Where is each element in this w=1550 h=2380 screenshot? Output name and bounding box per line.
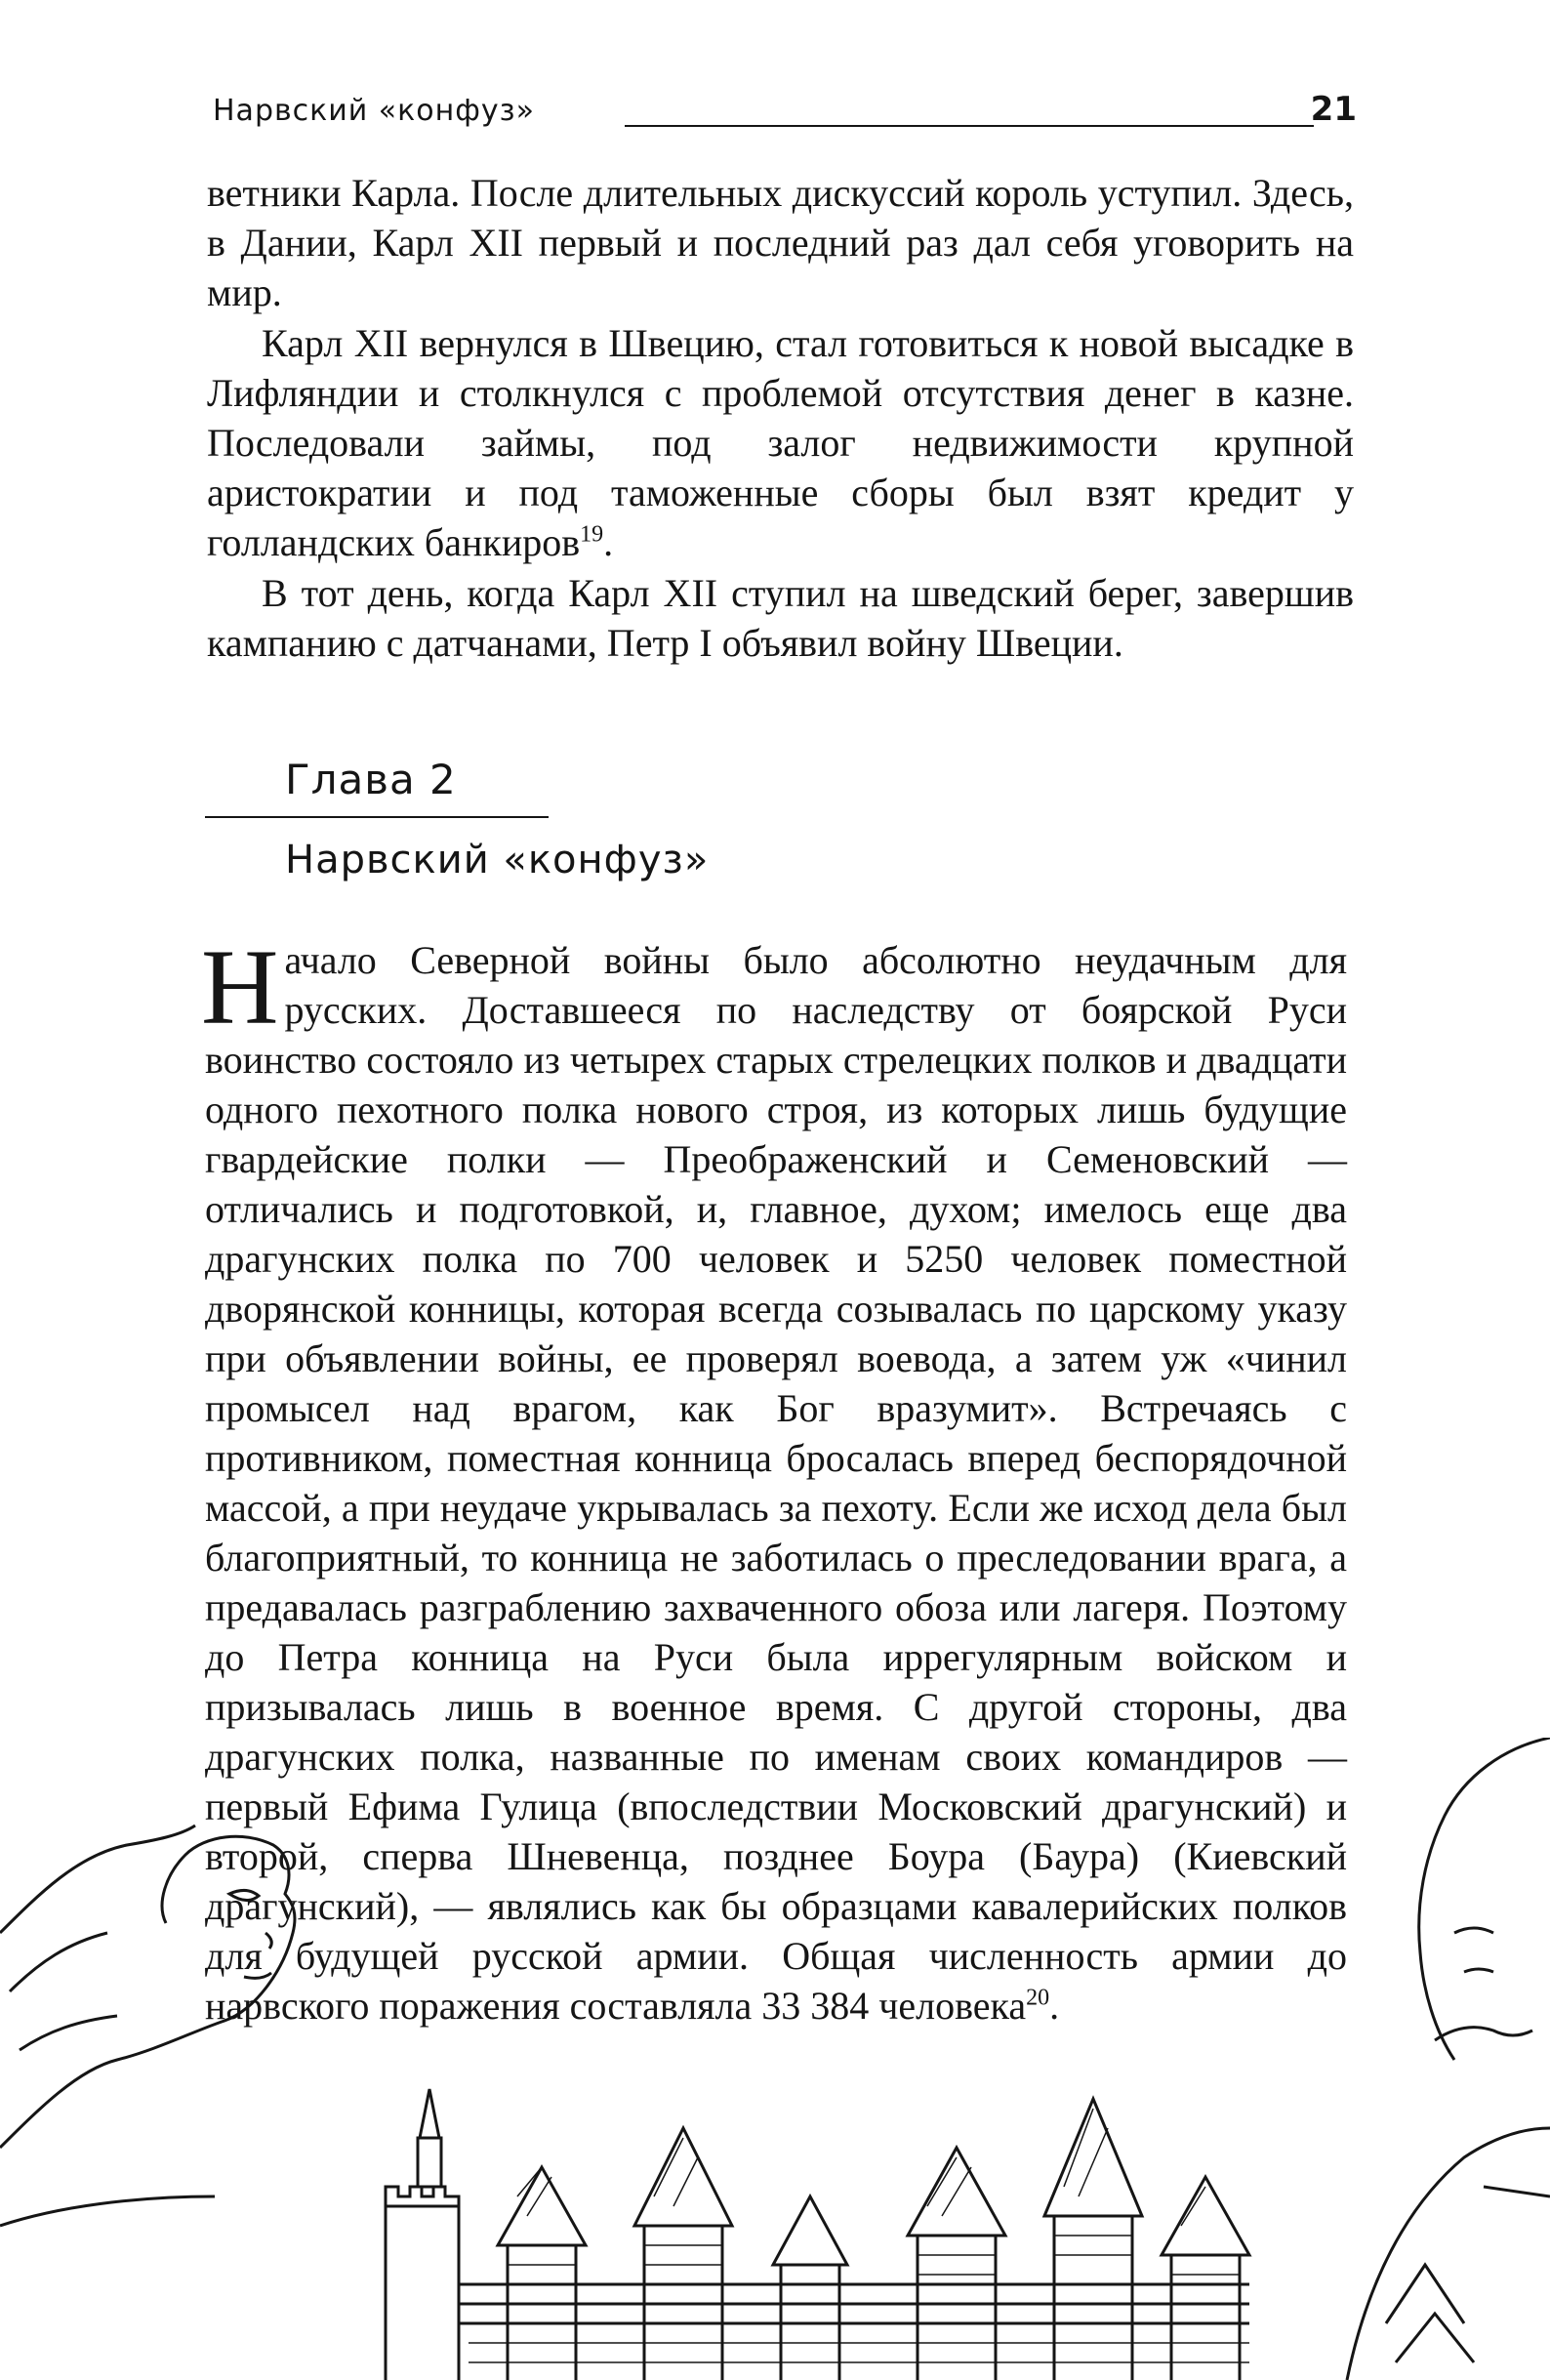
paragraph-1-text: ветники Карла. После длительных дискуссий король уступил. Здесь, в Дании, Карл XII первый и последний раз дал себя уговорить на мир. (207, 171, 1354, 314)
header-rule (625, 125, 1314, 127)
paragraph-2 (207, 318, 1354, 567)
chapter-rule (205, 816, 549, 818)
engraving-fortress-and-figures-icon (0, 1738, 1550, 2380)
chapter-body-text: ачало Северной войны было абсолютно неудачным для русских. Доставшееся по наследству от боярской Руси воинство состояло из четырех старых стрелецких полков и двадцати одного пехотного полка нового строя, из которых лишь будущие гвардейские полки — Преображенский и Семеновский — отличались и подготовкой, и, главное, духом; имелось еще два драгунских полка по 700 человек и 5250 человек поместной дворянской конницы, которая всегда созывалась по царскому указу при объявлении войны, ее проверял воевода, а затем уж «чинил промысел над врагом, как Бог вразумит». Встречаясь с противником, поместная конница бросалась вперед беспорядочной массой, а при неудаче укрывалась за пехоту. Если же исход дела был благоприятный, то конница не заботилась о преследовании врага, а предавалась разграблению захваченного обоза или лагеря. Поэтому до Петра конница на Руси была иррегулярным войском и призывалась лишь в военное время. С другой стороны, два драгунских полка, названные по именам своих командиров — первый Ефима Гулица (впоследствии Московский драгунский) и второй, сперва Шневенца, позднее Боура (Баура) (Киевский драгунский), — являлись как бы образцами кавалерийских полков для будущей русской армии. Общая численность армии до нарвского поражения составляла 33 384 человека (205, 938, 1347, 2028)
page-number: 21 (1310, 90, 1357, 129)
running-head (213, 90, 1357, 141)
paragraph-2-text: Карл XII вернулся в Швецию, стал готовиться к новой высадке в Лифляндии и столкнулся с проблемой отсутствия денег в казне. Последовали займы, под залог недвижимости крупной аристократии и под таможенные сборы был взят кредит у голландских банкиров (207, 321, 1354, 564)
chapter-label: Глава 2 (285, 756, 457, 803)
paragraph-3 (207, 568, 1354, 668)
paragraph-3-text: В тот день, когда Карл XII ступил на шведский берег, завершив кампанию с датчанами, Петр I объявил войну Швеции. (207, 571, 1354, 665)
paragraph-2-tail: . (603, 520, 614, 564)
dropcap: Н (201, 927, 279, 1046)
chapter-body-tail: . (1049, 1984, 1060, 2028)
running-title: Нарвский «конфуз» (213, 94, 535, 128)
footnote-ref-20: 20 (1026, 1985, 1050, 2011)
chapter-title: Нарвский «конфуз» (285, 838, 710, 882)
footnote-ref-19: 19 (580, 521, 604, 548)
paragraph-1 (207, 168, 1354, 317)
